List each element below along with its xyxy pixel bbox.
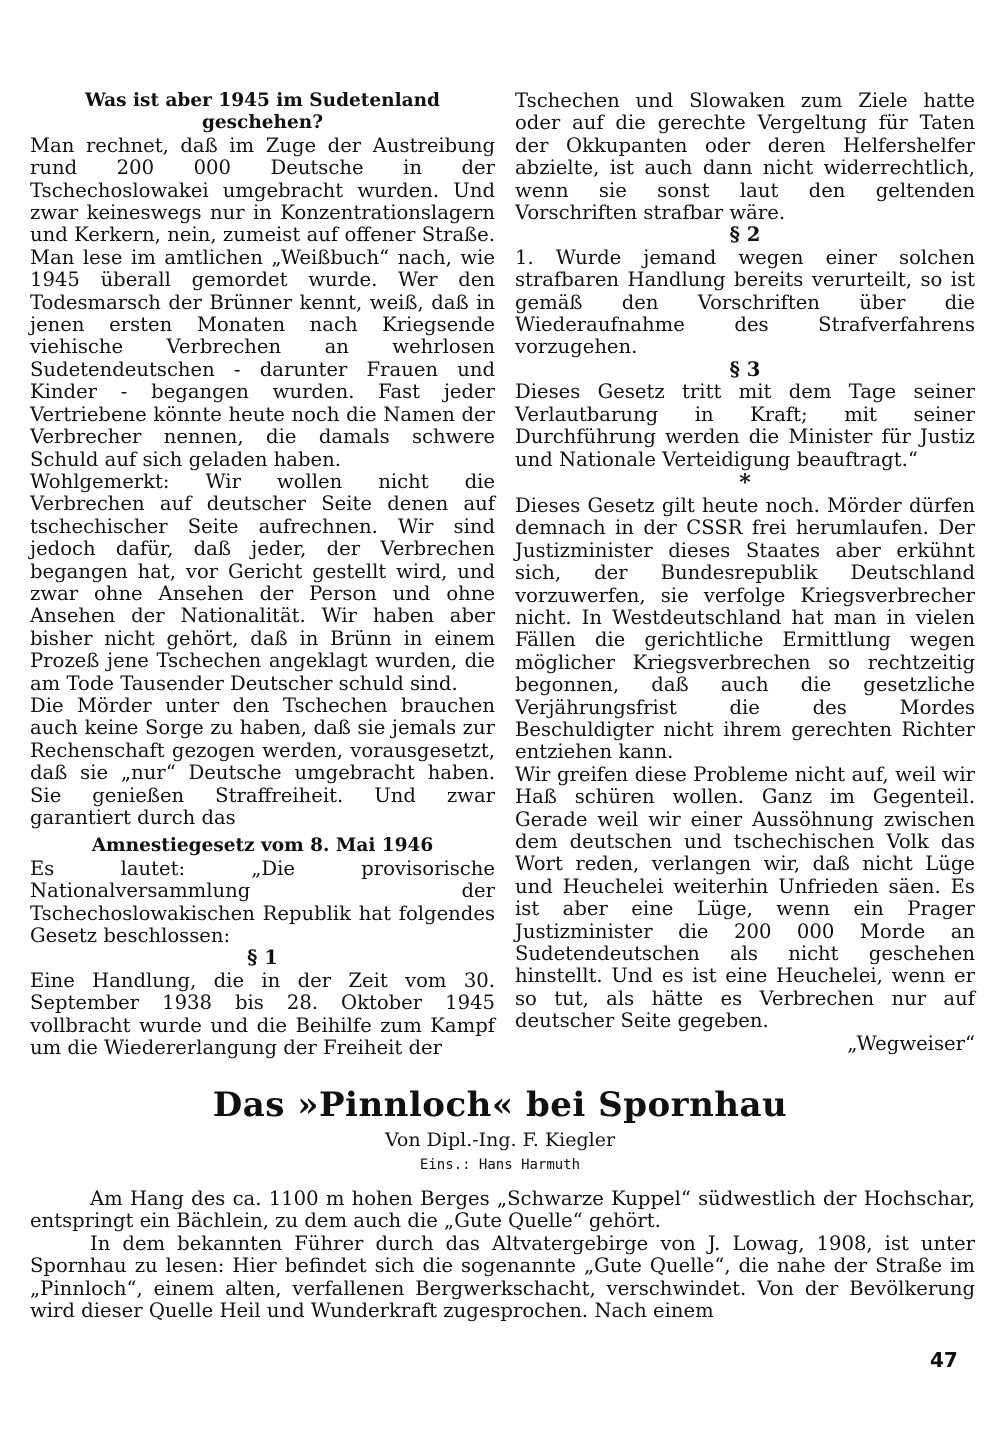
paragraph: In dem bekannten Führer durch das Altvatergebirge von J. Lowag, 1908, ist unter Spornhau zu lesen: Hier befindet sich die sogenannte „Gute Quelle“, die nahe der Straße im „Pinnloch“, einem alten, verfallenen Bergwerkschacht, verschwindet. Von der Bevölkerung wird dieser Quelle Heil und Wunderkraft zugesprochen. Nach einem [30, 1231, 975, 1323]
paragraph: Tschechen und Slowaken zum Ziele hatte oder auf die gerechte Vergeltung für Taten der Okkupanten oder deren Helfershelfer abzielte, ist auch dann nicht widerrechtlich, wenn sie sonst laut den geltenden Vorschriften strafbar wäre. [515, 89, 975, 225]
paragraph: Dieses Gesetz tritt mit dem Tage seiner Verlautbarung in Kraft; mit seiner Durchführung werden die Minister für Justiz und Nationale Verteidigung beauftragt.“ [515, 380, 975, 471]
paragraph: Man rechnet, daß im Zuge der Austreibung rund 200 000 Deutsche in der Tschechoslowakei umgebracht wurden. Und zwar keineswegs nur in Konzentrationslagern und Kerkern, nein, zumeist auf offener Straße. Man lese im amtlichen „Weißbuch“ nach, wie 1945 überall gemordet wurde. Wer den Todesmarsch der Brünner kennt, weiß, daß in jenen ersten Monaten nach Kriegsende viehische Verbrechen an wehrlosen Sudetendeutschen - darunter Frauen und Kinder - begangen wurden. Fast jeder Vertriebene könnte heute noch die Namen der Verbrecher nennen, die damals schwere Schuld auf sich geladen haben. [30, 133, 495, 471]
article-body [30, 1188, 975, 1322]
paragraph: Dieses Gesetz gilt heute noch. Mörder dürfen demnach in der CSSR frei herumlaufen. Der Justizminister dieses Staates aber erkühnt sich, der Bundesrepublik Deutschland vorzuwerfen, sie verfolge Kriegsverbrecher nicht. In Westdeutschland hat man in vielen Fällen die gerichtliche Ermittlung wegen möglicher Kriegsverbrechen so rechtzeitig begonnen, daß auch die gesetzliche Verjährungsfrist die des Mordes Beschuldigter nicht ihrem gerechten Richter entziehen kann. [515, 493, 975, 764]
article-author: Von Dipl.-Ing. F. Kiegler [384, 1129, 616, 1151]
paragraph: Eine Handlung, die in der Zeit vom 30. September 1938 bis 28. Oktober 1945 vollbracht wurde und die Beihilfe zum Kampf um die Wiedererlangung der Freiheit der [30, 968, 495, 1060]
paragraph: 1. Wurde jemand wegen einer solchen strafbaren Handlung bereits verurteilt, so ist gemäß den Vorschriften über die Wiederaufnahme des Strafverfahrens vorzugehen. [515, 245, 975, 359]
paragraph: Wir greifen diese Probleme nicht auf, weil wir Haß schüren wollen. Ganz im Gegenteil. Gerade weil wir einer Aussöhnung zwischen dem deutschen und tschechischen Volk das Wort reden, verlangen wir, daß nicht Lüge und Heuchelei weiterhin Unfrieden säen. Es ist aber eine Lüge, wenn ein Prager Justizminister die 200 000 Morde an Sudetendeutschen als nicht geschehen hinstellt. Und es ist eine Heuchelei, wenn er so tut, als hätte es Verbrechen nur auf deutscher Seite gegeben. [515, 762, 975, 1033]
section-heading: Amnestiegesetz vom 8. Mai 1946 [91, 835, 434, 857]
source-signature: „Wegweiser“ [847, 1031, 975, 1055]
section-sign: § 1 [247, 946, 278, 970]
right-column [515, 90, 975, 1055]
page-number: 47 [930, 1348, 958, 1372]
article-title: Das »Pinnloch« bei Spornhau [212, 1085, 788, 1125]
asterisk-separator: * [739, 469, 751, 496]
section-sign: § 2 [729, 223, 761, 247]
paragraph: Wohlgemerkt: Wir wollen nicht die Verbrechen auf deutscher Seite denen auf tschechischer Seite aufrechnen. Wir sind jedoch dafür, daß jeder, der Verbrechen begangen hat, vor Gericht gestellt wird, und zwar ohne Ansehen der Person und ohne Ansehen der Nationalität. Wir haben aber bisher nicht gehört, daß in Brünn in einem Prozeß jene Tschechen angeklagt wurden, die am Tode Tausender Deutscher schuld sind. [30, 469, 495, 695]
paragraph: Am Hang des ca. 1100 m hohen Berges „Schwarze Kuppel“ südwestlich der Hochschar, entspringt ein Bächlein, zu dem auch die „Gute Quelle“ gehört. [30, 1187, 975, 1233]
left-column [30, 90, 495, 1059]
paragraph: Es lautet: „Die provisorische Nationalversammlung der Tschechoslowakischen Republik hat folgendes Gesetz beschlossen: [30, 856, 495, 948]
article-submitter: Eins.: Hans Harmuth [419, 1157, 581, 1173]
section-heading: Was ist aber 1945 im Sudetenland geschehen? [85, 90, 440, 134]
section-sign: § 3 [729, 357, 761, 381]
paragraph: Die Mörder unter den Tschechen brauchen auch keine Sorge zu haben, daß sie jemals zur Rechenschaft gezogen werden, vorausgesetzt, daß sie „nur“ Deutsche umgebracht haben. Sie genießen Straffreiheit. Und zwar garantiert durch das [30, 693, 495, 829]
